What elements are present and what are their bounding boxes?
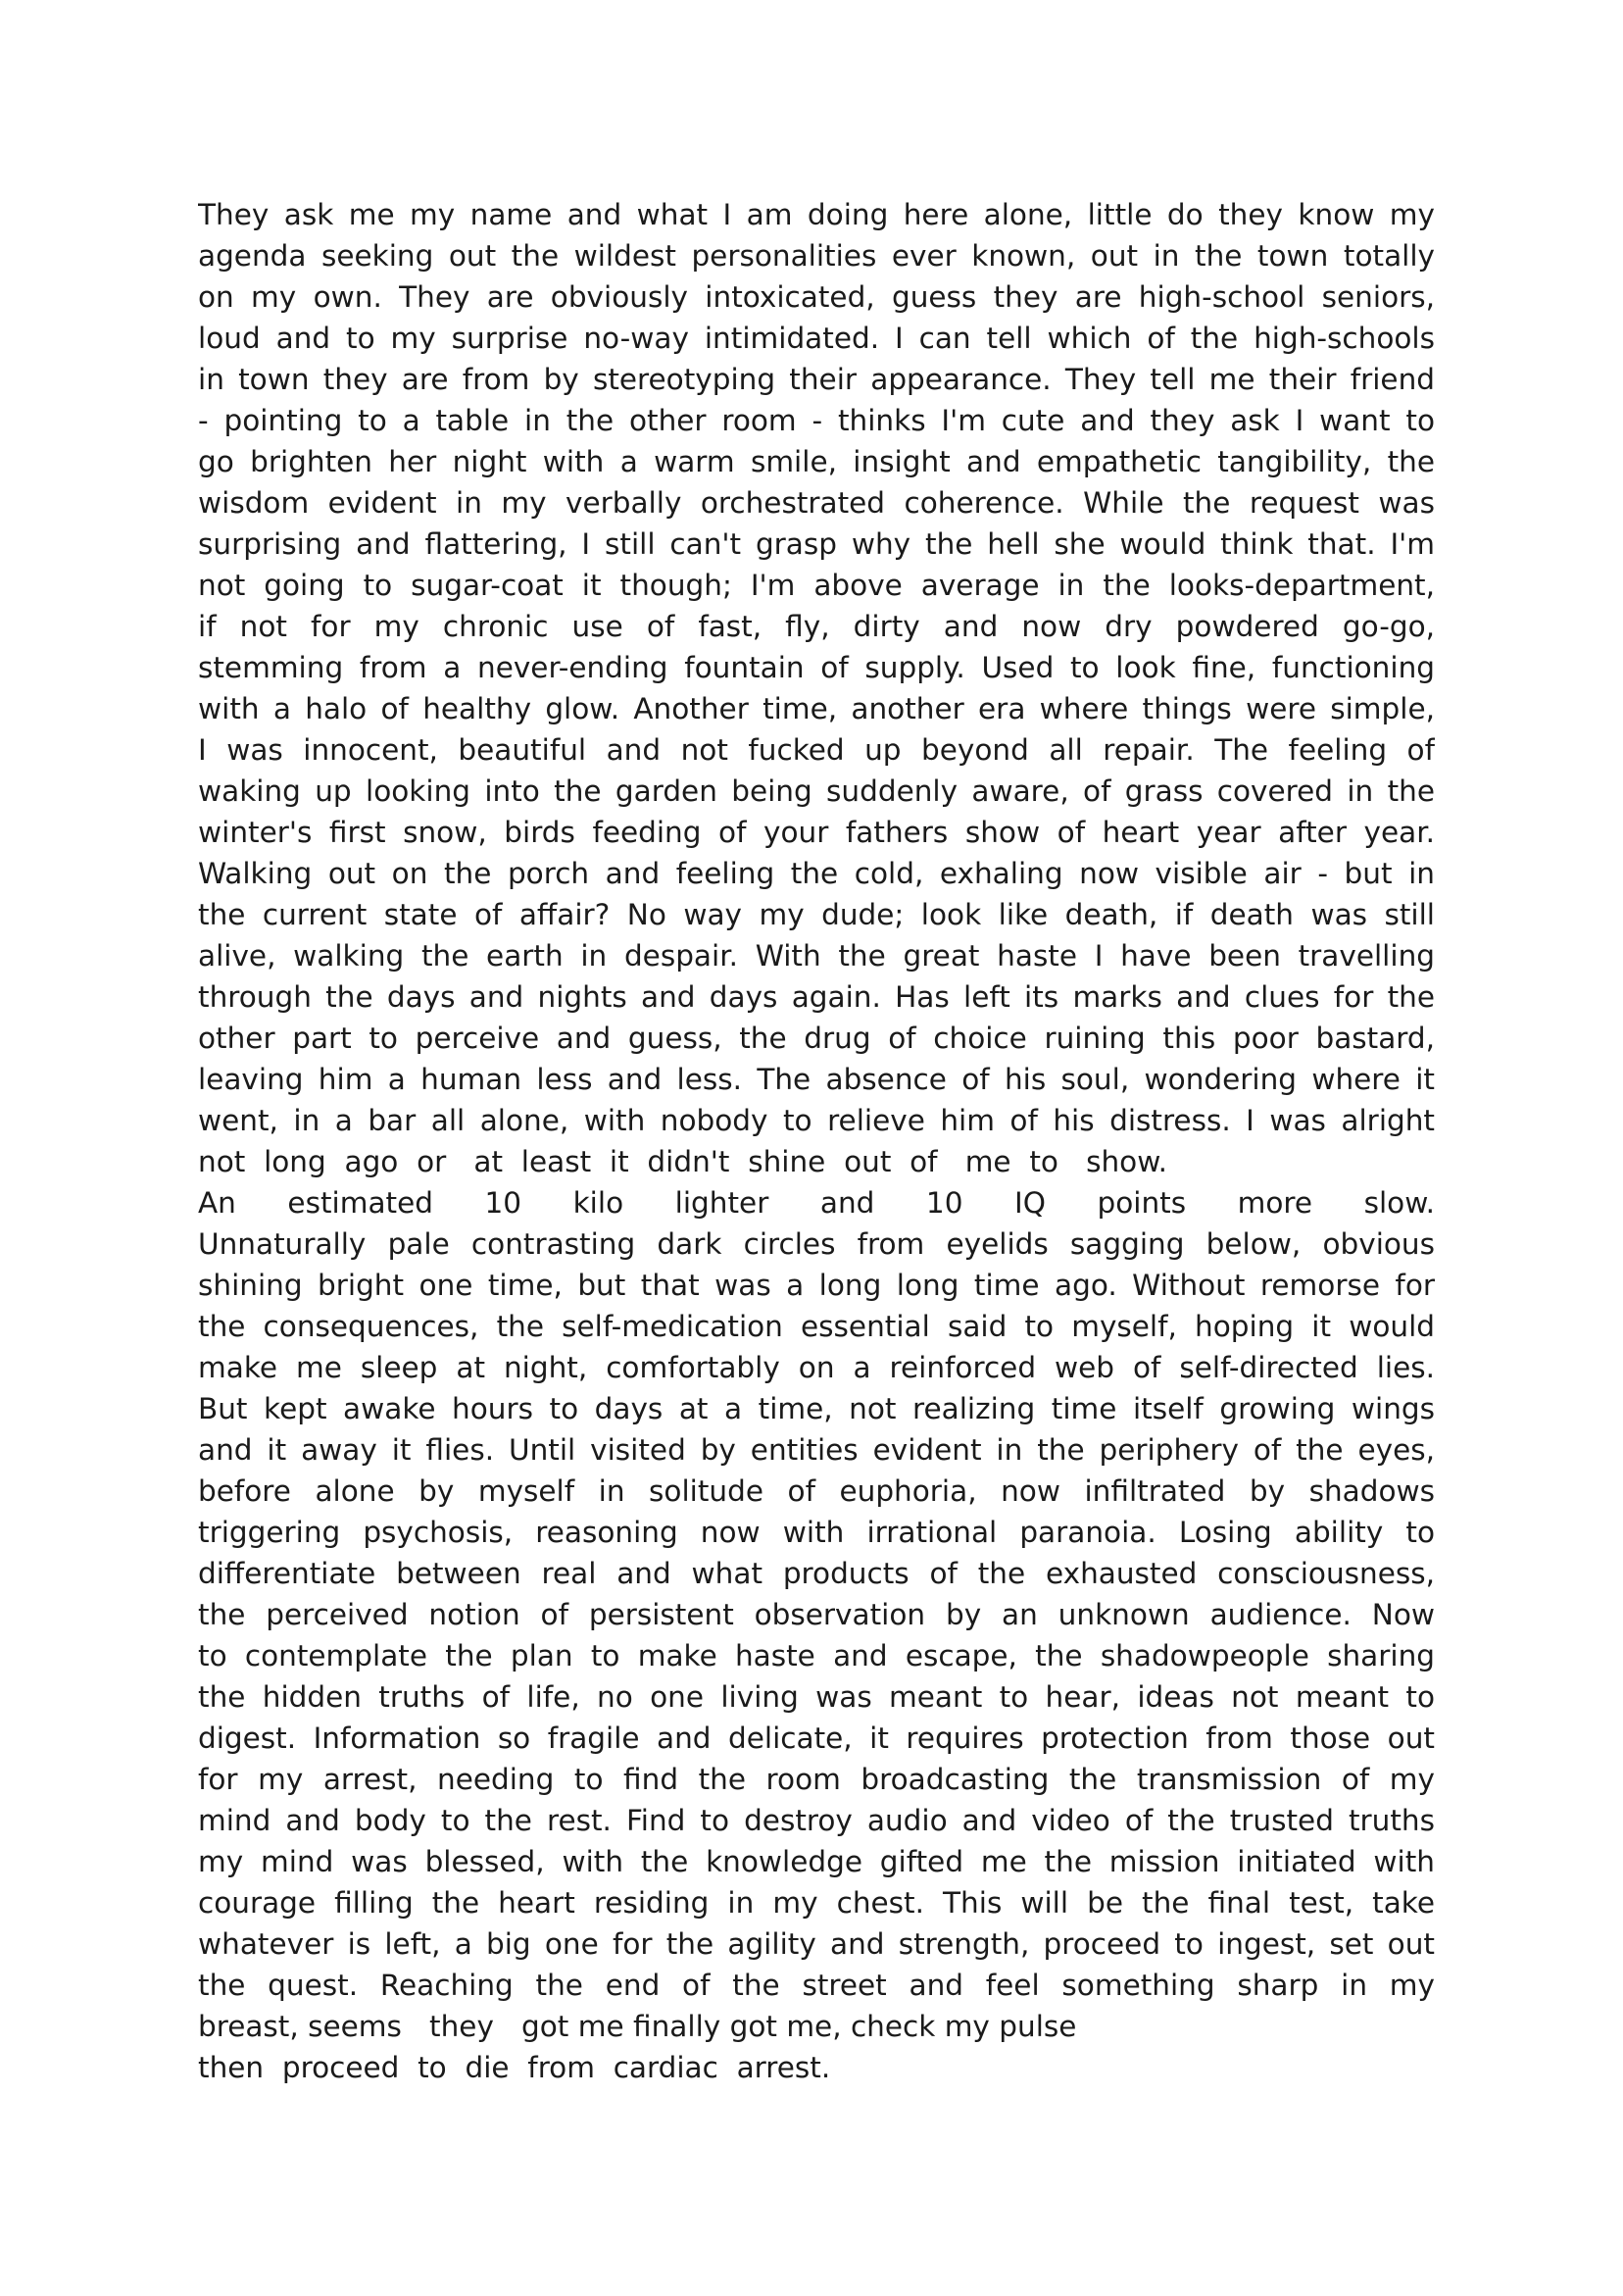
text-line: breast, seems they got me finally got me, check my pulse: [198, 2010, 1077, 2043]
text-line: not long ago or at least it didn't shine out of me to show.: [198, 1145, 1167, 1178]
text-line: They ask me my name and what I am doing here alone, little do they know my: [198, 198, 1435, 231]
text-line: for my arrest, needing to find the room broadcasting the transmission of my: [198, 1763, 1435, 1796]
text-line: winter's first snow, birds feeding of your fathers show of heart year after year.: [198, 816, 1435, 849]
text-line: the perceived notion of persistent observation by an unknown audience. Now: [198, 1598, 1435, 1631]
text-line: Walking out on the porch and feeling the cold, exhaling now visible air - but in: [198, 857, 1435, 890]
text-line: wisdom evident in my verbally orchestrated coherence. While the request was: [198, 486, 1435, 520]
text-line: I was innocent, beautiful and not fucked up beyond all repair. The feeling of: [198, 733, 1435, 767]
text-line: - pointing to a table in the other room - thinks I'm cute and they ask I want to: [198, 404, 1435, 437]
text-line: went, in a bar all alone, with nobody to relieve him of his distress. I was alright: [198, 1104, 1435, 1137]
text-line: mind and body to the rest. Find to destroy audio and video of the trusted truths: [198, 1804, 1435, 1837]
text-line: then proceed to die from cardiac arrest.: [198, 2051, 831, 2084]
text-line: surprising and flattering, I still can't grasp why the hell she would think that. I'm: [198, 527, 1435, 561]
text-line: differentiate between real and what products of the exhausted consciousness,: [198, 1557, 1435, 1590]
text-line: agenda seeking out the wildest personalities ever known, out in the town totally: [198, 239, 1435, 273]
text-line: the current state of affair? No way my dude; look like death, if death was still: [198, 898, 1435, 931]
text-line: But kept awake hours to days at a time, not realizing time itself growing wings: [198, 1392, 1435, 1425]
text-line: through the days and nights and days again. Has left its marks and clues for the: [198, 980, 1435, 1014]
text-line: loud and to my surprise no-way intimidated. I can tell which of the high-schools: [198, 322, 1435, 355]
text-line: Unnaturally pale contrasting dark circles from eyelids sagging below, obvious: [198, 1227, 1435, 1261]
text-line: An estimated 10 kilo lighter and 10 IQ points more slow.: [198, 1186, 1435, 1220]
text-line: my mind was blessed, with the knowledge gifted me the mission initiated with: [198, 1845, 1435, 1878]
text-line: before alone by myself in solitude of euphoria, now infiltrated by shadows: [198, 1474, 1435, 1508]
text-line: if not for my chronic use of fast, fly, dirty and now dry powdered go-go,: [198, 610, 1435, 643]
text-line: digest. Information so fragile and delicate, it requires protection from those out: [198, 1722, 1435, 1755]
text-line: the quest. Reaching the end of the street and feel something sharp in my: [198, 1969, 1435, 2002]
text-line: to contemplate the plan to make haste and escape, the shadowpeople sharing: [198, 1639, 1435, 1672]
text-line: with a halo of healthy glow. Another time, another era where things were simple,: [198, 692, 1435, 725]
body-text: [198, 194, 1435, 2088]
text-line: whatever is left, a big one for the agility and strength, proceed to ingest, set out: [198, 1927, 1435, 1961]
text-line: make me sleep at night, comfortably on a reinforced web of self-directed lies.: [198, 1351, 1435, 1384]
text-line: leaving him a human less and less. The absence of his soul, wondering where it: [198, 1063, 1435, 1096]
text-line: and it away it flies. Until visited by entities evident in the periphery of the eyes,: [198, 1433, 1435, 1467]
text-line: other part to perceive and guess, the drug of choice ruining this poor bastard,: [198, 1022, 1435, 1055]
text-line: alive, walking the earth in despair. With the great haste I have been travelling: [198, 939, 1435, 973]
text-line: stemming from a never-ending fountain of supply. Used to look fine, functioning: [198, 651, 1435, 684]
text-line: shining bright one time, but that was a long long time ago. Without remorse for: [198, 1269, 1435, 1302]
text-line: triggering psychosis, reasoning now with irrational paranoia. Losing ability to: [198, 1516, 1435, 1549]
text-line: in town they are from by stereotyping their appearance. They tell me their friend: [198, 363, 1435, 396]
text-line: the consequences, the self-medication essential said to myself, hoping it would: [198, 1310, 1435, 1343]
text-line: not going to sugar-coat it though; I'm above average in the looks-department,: [198, 569, 1435, 602]
text-line: on my own. They are obviously intoxicated, guess they are high-school seniors,: [198, 280, 1435, 314]
text-line: courage filling the heart residing in my chest. This will be the final test, take: [198, 1886, 1435, 1920]
text-line: go brighten her night with a warm smile, insight and empathetic tangibility, the: [198, 445, 1435, 478]
text-line: waking up looking into the garden being suddenly aware, of grass covered in the: [198, 774, 1435, 808]
text-line: the hidden truths of life, no one living was meant to hear, ideas not meant to: [198, 1680, 1435, 1714]
